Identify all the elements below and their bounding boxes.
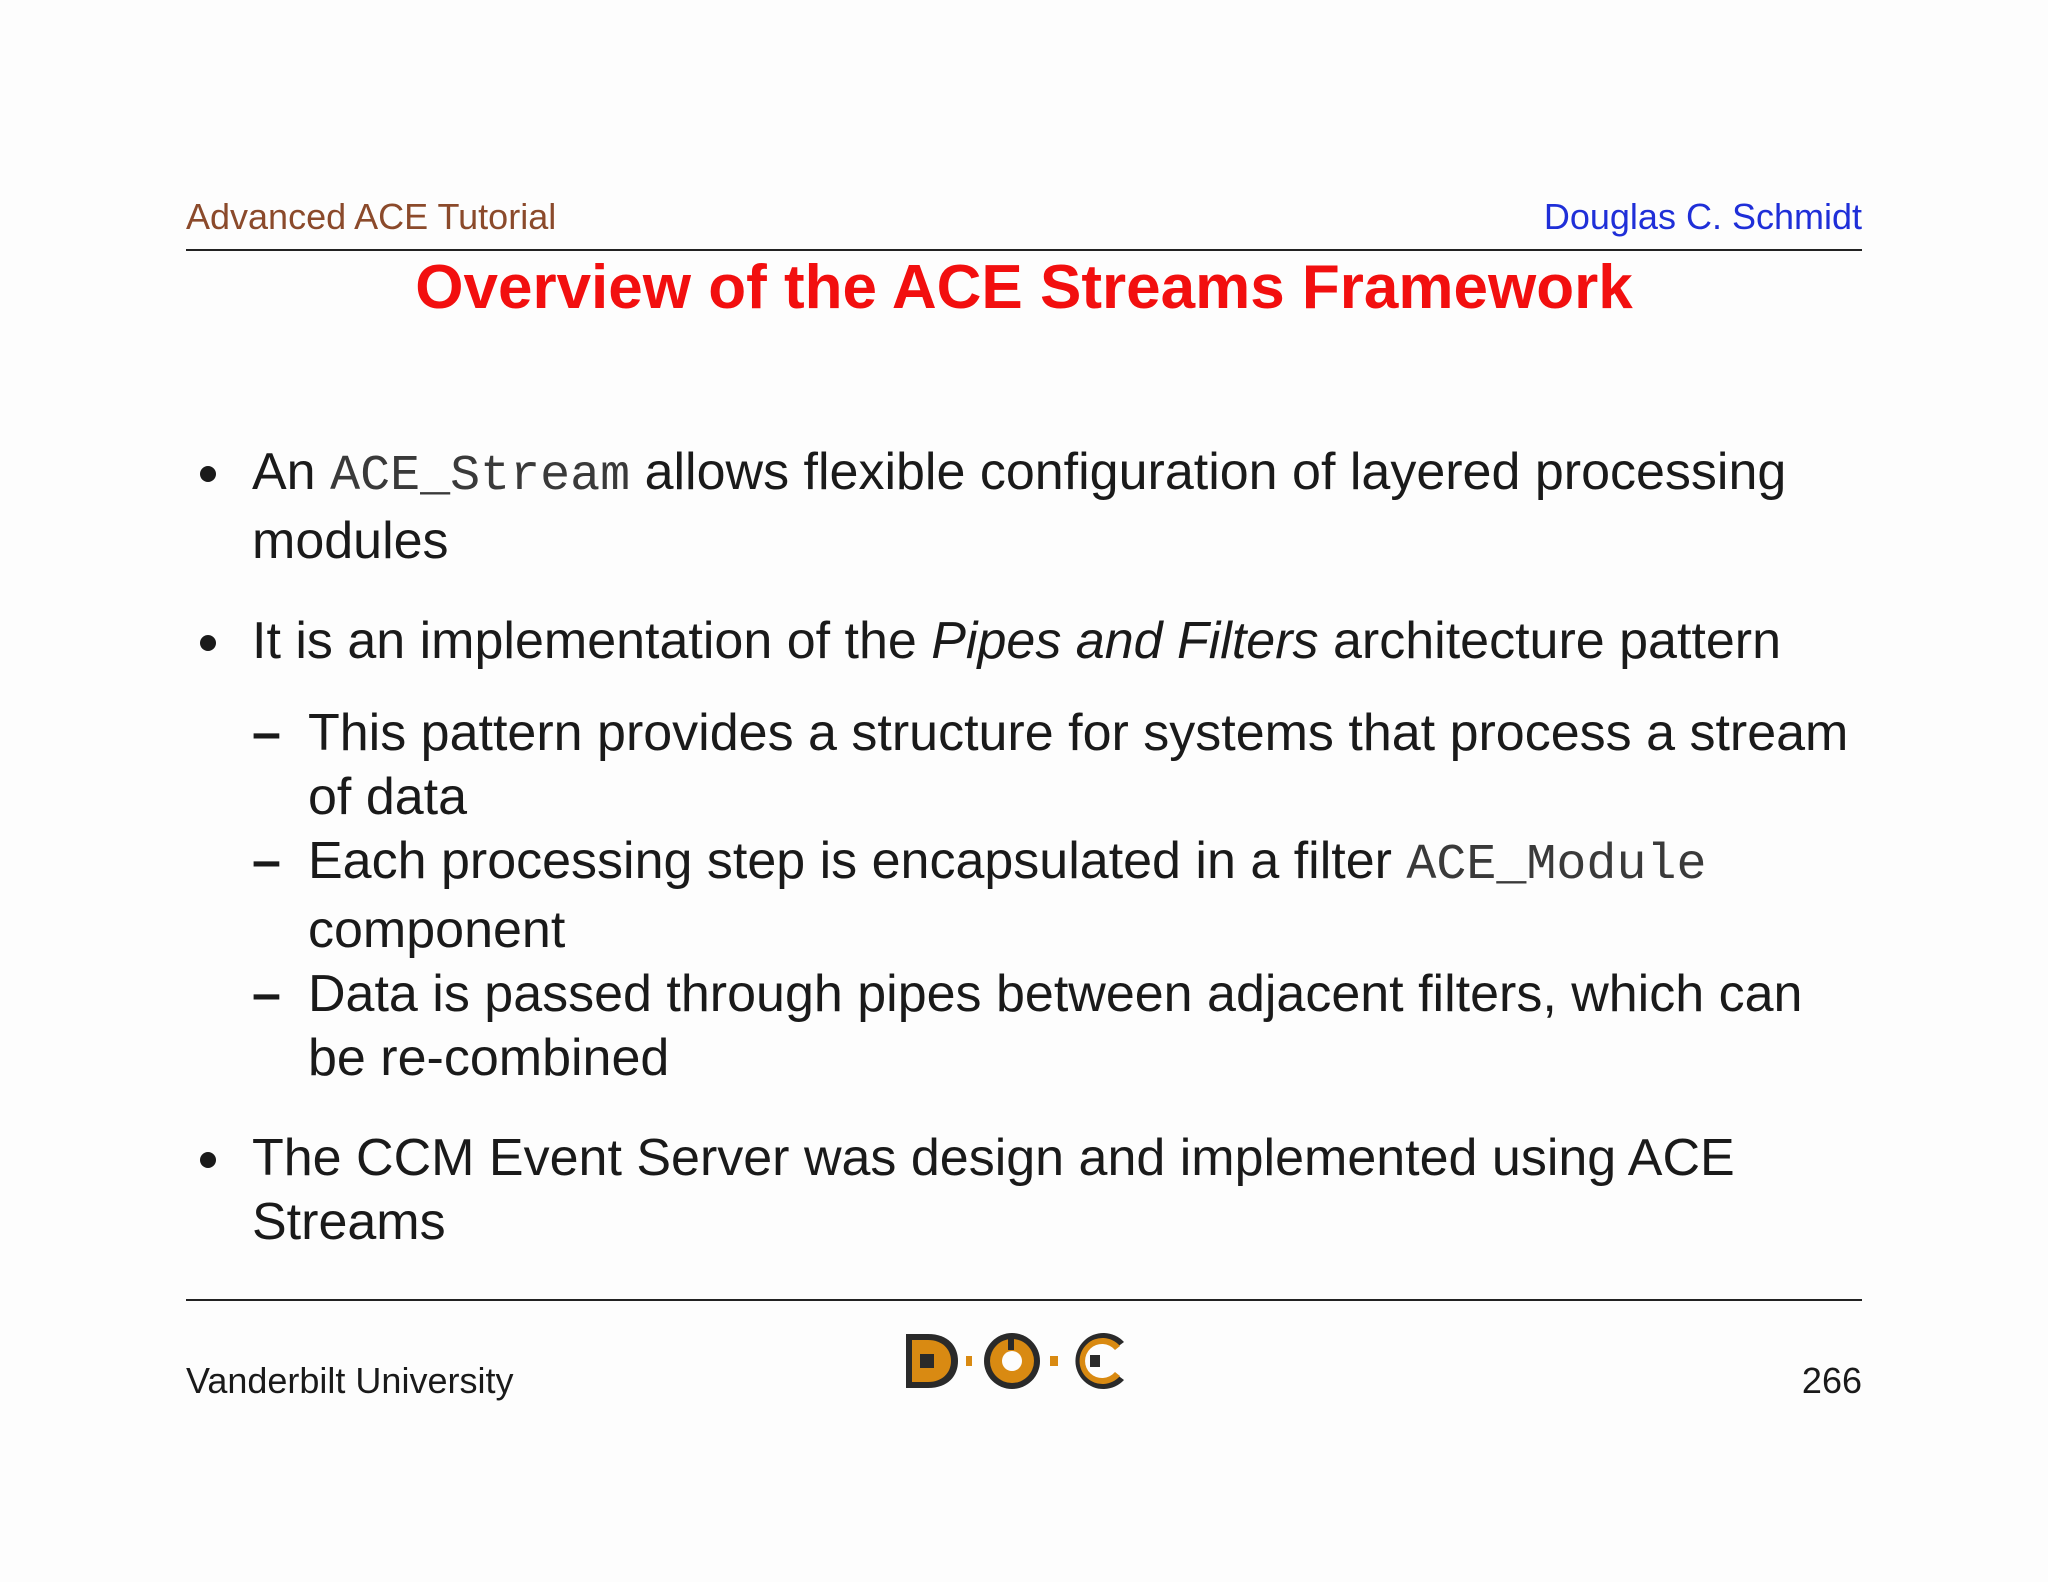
footer-institution: Vanderbilt University bbox=[186, 1360, 514, 1401]
dash-icon: – bbox=[252, 965, 281, 1023]
sub-bullet-text: component bbox=[308, 901, 566, 959]
pattern-name: Pipes and Filters bbox=[931, 612, 1319, 670]
slide-title: Overview of the ACE Streams Framework bbox=[415, 253, 1633, 322]
doc-group-logo-icon bbox=[902, 1328, 1148, 1394]
sub-bullet-item bbox=[186, 829, 1866, 962]
header-divider bbox=[186, 249, 1862, 251]
header-course-title: Advanced ACE Tutorial bbox=[186, 196, 557, 237]
footer-divider bbox=[186, 1299, 1862, 1301]
bullet-item bbox=[186, 609, 1866, 673]
code-ace-module: ACE_Module bbox=[1406, 837, 1707, 894]
bullet-dot-icon bbox=[200, 1152, 216, 1168]
bullet-dot-icon bbox=[200, 466, 216, 482]
page-number: 266 bbox=[1801, 1360, 1862, 1401]
bullet-text: The CCM Event Server was design and implemented using ACE Streams bbox=[252, 1129, 1735, 1251]
sub-bullet-item bbox=[186, 962, 1866, 1090]
sub-bullet-text: Data is passed through pipes between adjacent filters, which can be re-combined bbox=[308, 965, 1803, 1087]
bullet-item bbox=[186, 440, 1866, 573]
bullet-dot-icon bbox=[200, 635, 216, 651]
bullet-text: An bbox=[252, 443, 331, 501]
bullet-item bbox=[186, 1126, 1866, 1254]
bullet-text: allows flexible configuration of layered processing modules bbox=[252, 443, 1787, 570]
code-ace-stream: ACE_Stream bbox=[330, 448, 631, 505]
sub-bullet-text: This pattern provides a structure for systems that process a stream of data bbox=[308, 704, 1849, 826]
sub-bullet-text: Each processing step is encapsulated in a filter bbox=[308, 832, 1407, 890]
dash-icon: – bbox=[252, 832, 281, 890]
dash-icon: – bbox=[252, 704, 281, 762]
bullet-text: architecture pattern bbox=[1318, 612, 1782, 670]
slide-content bbox=[186, 440, 1866, 1254]
sub-bullet-item bbox=[186, 701, 1866, 829]
header-author: Douglas C. Schmidt bbox=[1543, 196, 1862, 237]
bullet-text: It is an implementation of the bbox=[252, 612, 932, 670]
